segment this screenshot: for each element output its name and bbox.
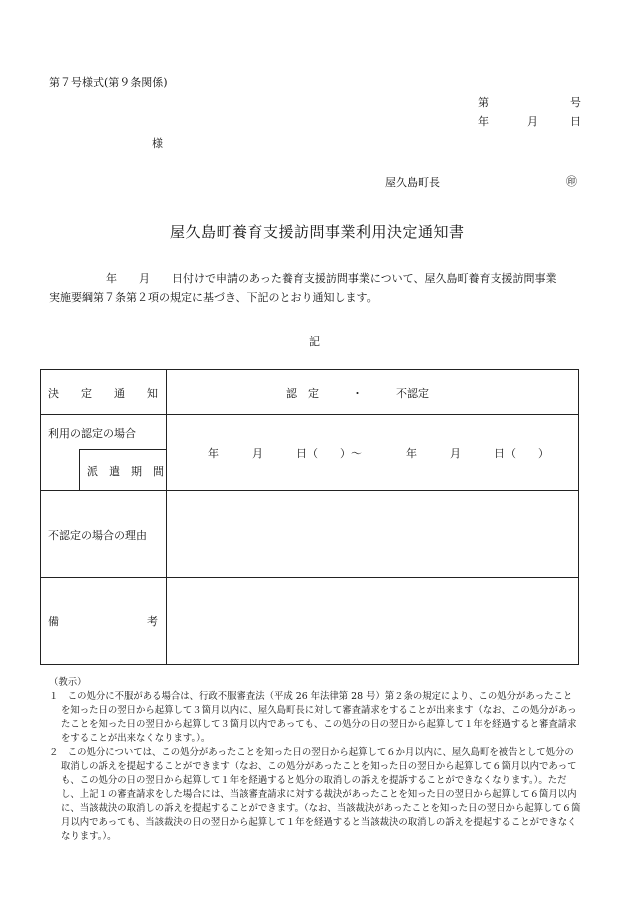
table-divider-row3 xyxy=(40,577,578,578)
body-line-1: 年 月 日付けで申請のあった養育支援訪問事業について、屋久島町養育支援訪問事業 xyxy=(106,272,557,285)
table-divider-row1 xyxy=(40,414,578,415)
issuer-name: 屋久島町長 xyxy=(385,176,440,189)
date-year-label: 年 xyxy=(478,115,489,128)
decision-label: 決 定 通 知 xyxy=(48,387,158,400)
dispatch-period-label: 派 遣 期 間 xyxy=(87,465,164,478)
period-box-left xyxy=(79,449,80,491)
date-day-label: 日 xyxy=(570,115,581,128)
document-number-suffix: 号 xyxy=(570,96,581,109)
period-box-top xyxy=(79,449,167,450)
notes-heading: （教示） xyxy=(49,677,87,688)
notes-item-1: １ この処分に不服がある場合は、行政不服審査法（平成 26 年法律第 28 号）第２条の規定により、この処分があったことを知った日の翌日から起算して３箇月以内に、屋久島町長に対して審査請求をすることが出来ます（なお、この処分があったことを知った日の翌日から起算して３箇月以内であっても、この処分の日の翌日から起算して１年を経過すると審査請求をすることが出来なくなります。）。 xyxy=(49,691,577,744)
rejection-reason-label: 不認定の場合の理由 xyxy=(48,529,147,542)
notes-item-2: ２ この処分については、この処分があったことを知った日の翌日から起算して６か月以内に、屋久島町を被告として処分の取消しの訴えを提起することができます（なお、この処分があったことを知った日の翌日から起算して６箇月以内であっても、この処分の日の翌日から起算して１年を経過すると処分の取消しの訴えを提訴することができなくなります。）。ただし、上記１の審査請求をした場合には、当該審査請求に対する裁決があったことを知った日の翌日から起算して６箇月以内に、当該裁決の取消しの訴えを提起することができます。（なお、当該裁決があったことを知った日の翌日から起算して６箇月以内であっても、当該裁決の日の翌日から起算して１年を経過すると当該裁決の取消しの訴えを提起することができなくなります。）。 xyxy=(49,747,581,842)
addressee-suffix: 様 xyxy=(152,137,163,150)
instruction-notes xyxy=(49,676,581,844)
dispatch-period-value: 年 月 日（ ）〜 年 月 日（ ） xyxy=(208,447,549,460)
document-number-prefix: 第 xyxy=(478,96,489,109)
approved-case-label: 利用の認定の場合 xyxy=(48,427,136,440)
body-line-2: 実施要綱第７条第２項の規定に基づき、下記のとおり通知します。 xyxy=(49,291,378,304)
ki-heading: 記 xyxy=(309,335,320,348)
seal-mark: ㊞ xyxy=(566,175,577,188)
remarks-label: 備 考 xyxy=(48,615,158,628)
date-month-label: 月 xyxy=(527,115,538,128)
table-divider-row2 xyxy=(40,490,578,491)
decision-value: 認 定 ・ 不認定 xyxy=(286,387,429,400)
form-number-label: 第７号様式(第９条関係) xyxy=(49,76,168,89)
document-title: 屋久島町養育支援訪問事業利用決定通知書 xyxy=(170,223,465,241)
